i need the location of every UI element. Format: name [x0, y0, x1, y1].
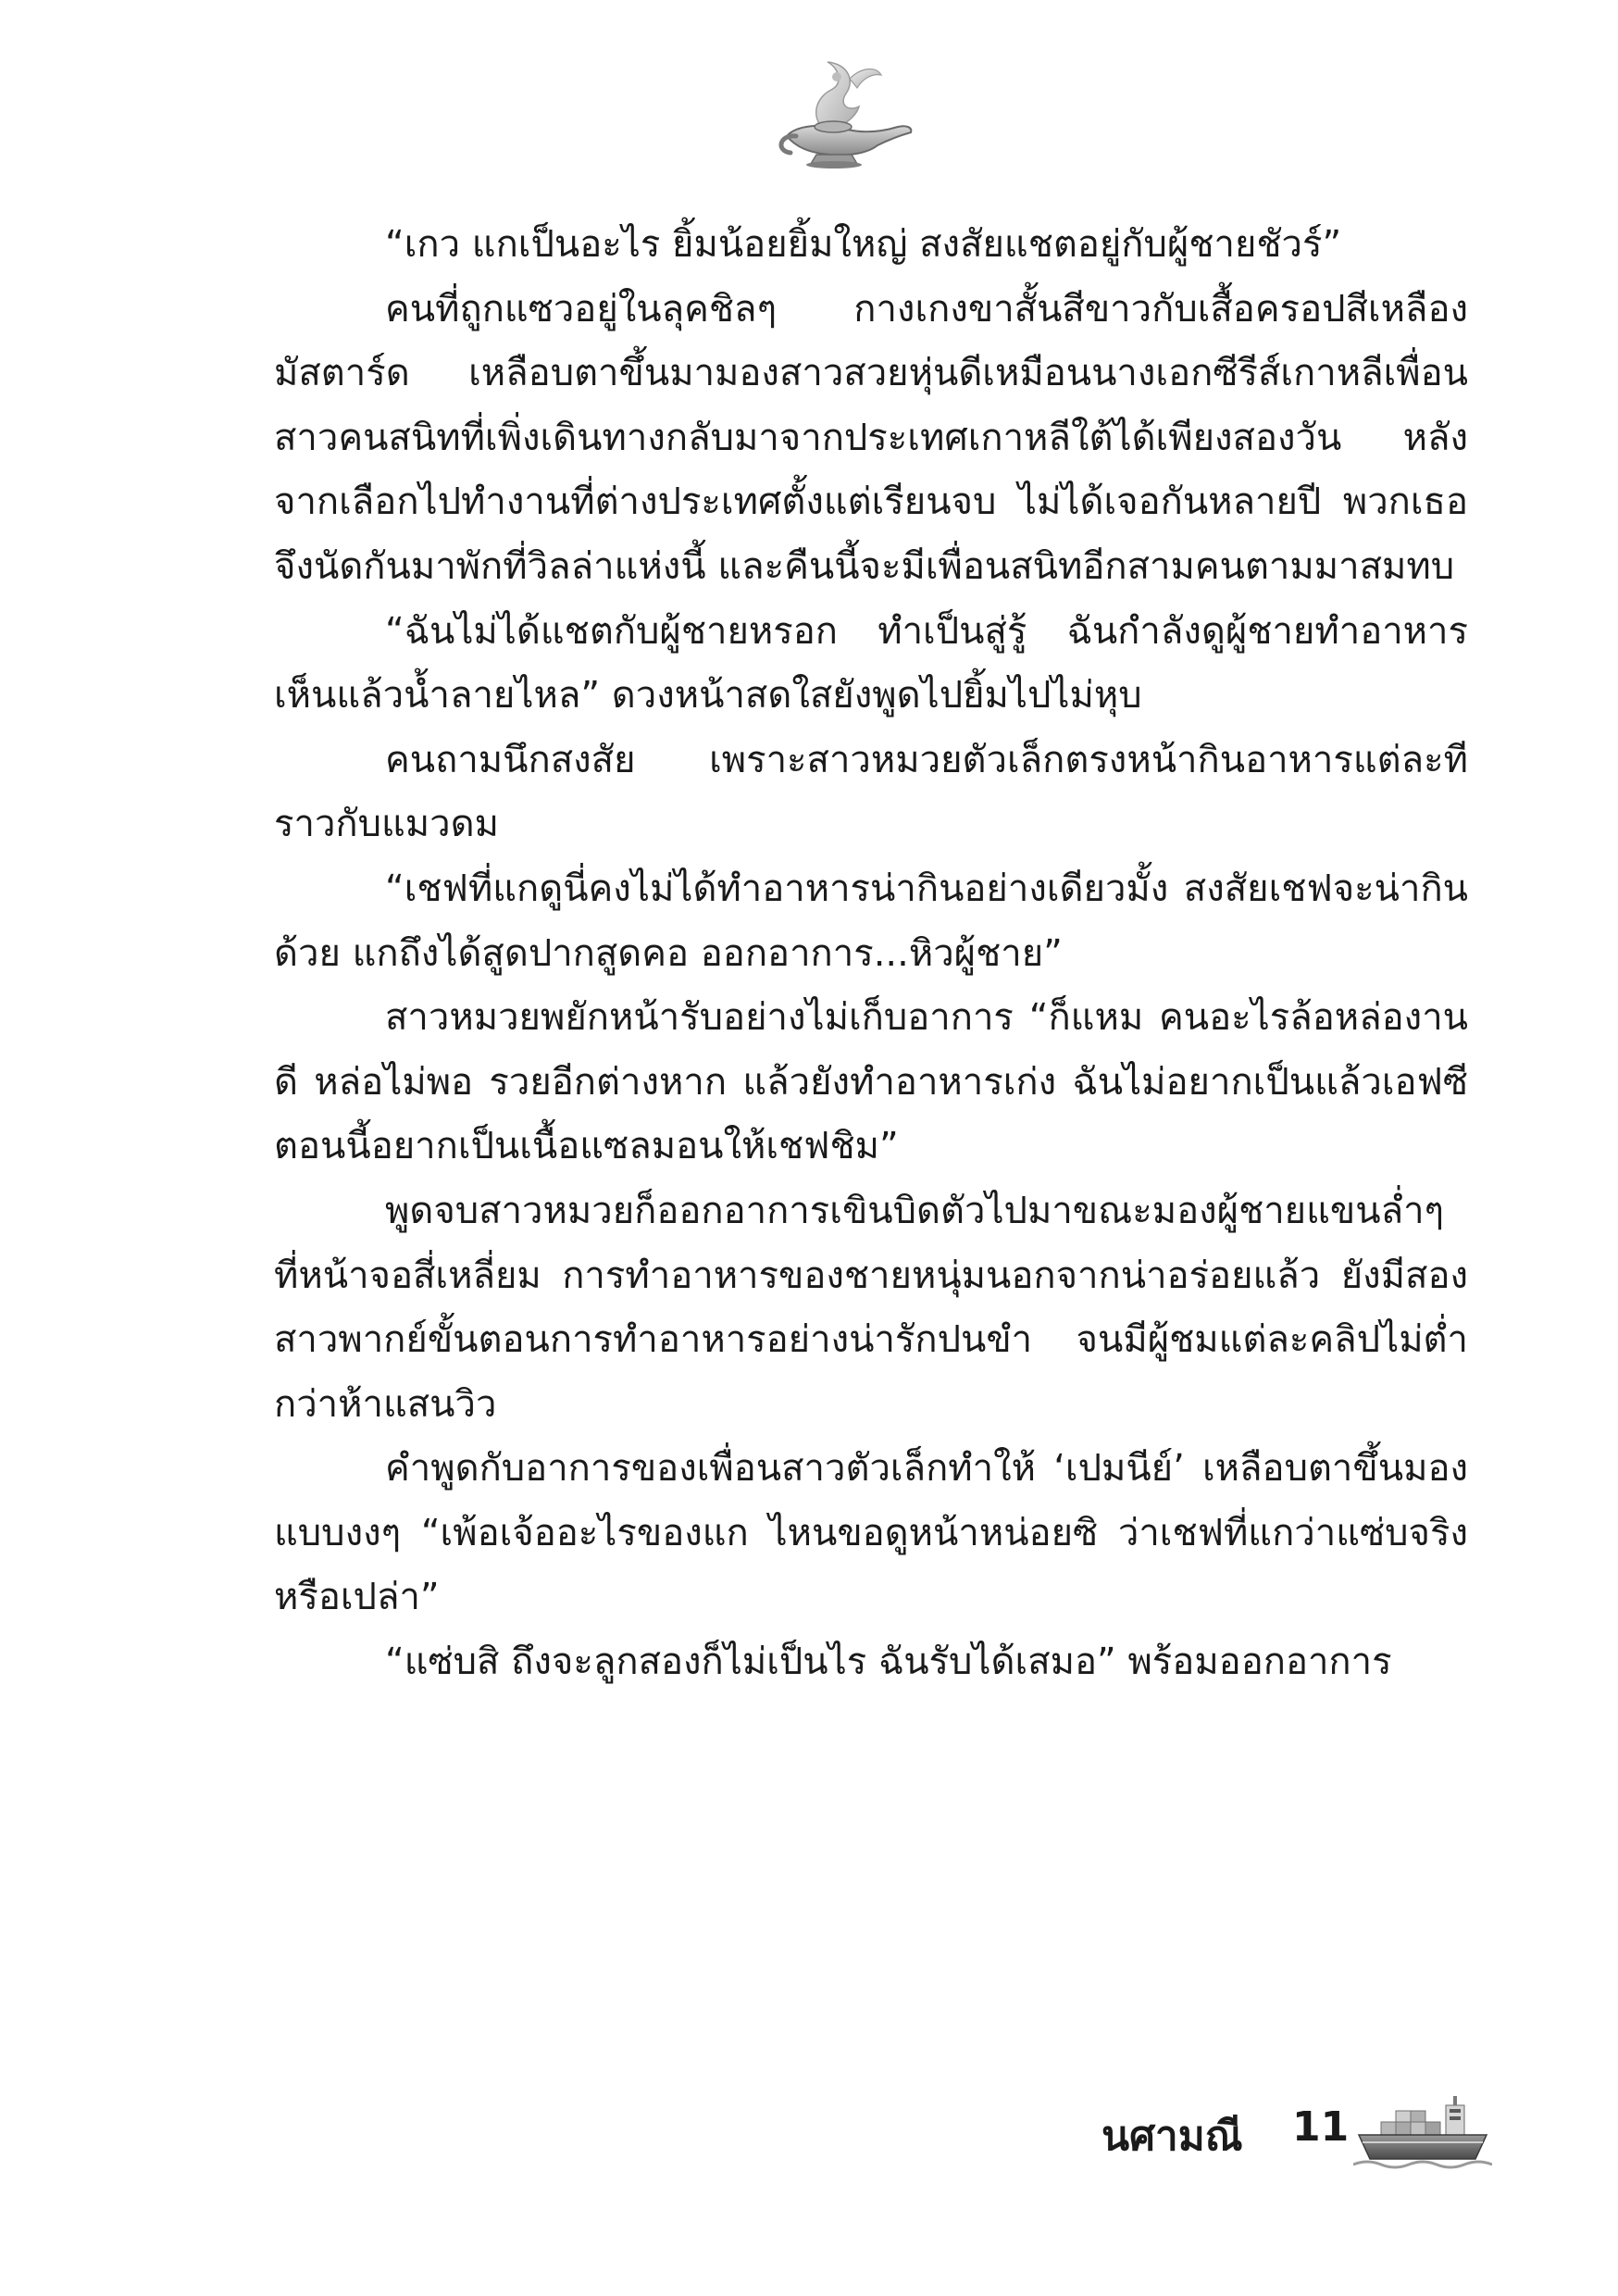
paragraph: “แซ่บสิ ถึงจะลูกสองก็ไม่เป็นไร ฉันรับได้เสมอ” พร้อมออกอาการ	[385, 1641, 1392, 1684]
paragraph: คนถามนึกสงสัย เพราะสาวหมวยตัวเล็กตรงหน้ากินอาหารแต่ละทีราวกับแมวดม	[274, 738, 1468, 846]
body-text	[274, 213, 1468, 1695]
page-footer	[1092, 2083, 1500, 2185]
paragraph: สาวหมวยพยักหน้ารับอย่างไม่เก็บอาการ “ก็แหม คนอะไรล้อหล่องานดี หล่อไม่พอ รวยอีกต่างหาก แล้วยังทำอาหารเก่ง ฉันไม่อยากเป็นแล้วเอฟซี ตอนนี้อยากเป็นเนื้อแซลมอนให้เชฟชิม”	[274, 996, 1468, 1168]
cargo-ship-icon	[1353, 2090, 1492, 2174]
paragraph: พูดจบสาวหมวยก็ออกอาการเขินบิดตัวไปมาขณะมองผู้ชายแขนล่ำๆ ที่หน้าจอสี่เหลี่ยม การทำอาหารของชายหนุ่มนอกจากน่าอร่อยแล้ว ยังมีสองสาวพากย์ขั้นตอนการทำอาหารอย่างน่ารักปนขำ จนมีผู้ชมแต่ละคลิปไม่ต่ำกว่าห้าแสนวิว	[274, 1189, 1468, 1426]
footer-author: นศามณี	[1101, 2113, 1243, 2160]
page-number: 11	[1292, 2103, 1350, 2151]
paragraph: คนที่ถูกแซวอยู่ในลุคชิลๆ กางเกงขาสั้นสีขาวกับเสื้อครอปสีเหลืองมัสตาร์ด เหลือบตาขึ้นมามองสาวสวยหุ่นดีเหมือนนางเอกซีรีส์เกาหลีเพื่อนสาวคนสนิทที่เพิ่งเดินทางกลับมาจากประเทศเกาหลีใต้ได้เพียงสองวัน หลังจากเลือกไปทำงานที่ต่างประเทศตั้งแต่เรียนจบ ไม่ได้เจอกันหลายปี พวกเธอจึงนัดกันมาพักที่วิลล่าแห่งนี้ และคืนนี้จะมีเพื่อนสนิทอีกสามคนตามมาสมทบ	[274, 287, 1468, 588]
genie-lamp-icon	[759, 51, 926, 171]
paragraph: “ฉันไม่ได้แชตกับผู้ชายหรอก ทำเป็นสู่รู้ ฉันกำลังดูผู้ชายทำอาหาร เห็นแล้วน้ำลายไหล” ดวงหน้าสดใสยังพูดไปยิ้มไปไม่หุบ	[274, 609, 1468, 718]
paragraph: คำพูดกับอาการของเพื่อนสาวตัวเล็กทำให้ ‘เปมนีย์’ เหลือบตาขึ้นมองแบบงงๆ “เพ้อเจ้ออะไรของแก ไหนขอดูหน้าหน่อยซิ ว่าเชฟที่แกว่าแซ่บจริงหรือเปล่า”	[274, 1447, 1468, 1619]
paragraph: “เชฟที่แกดูนี่คงไม่ได้ทำอาหารน่ากินอย่างเดียวมั้ง สงสัยเชฟจะน่ากินด้วย แกถึงได้สูดปากสูดคอ ออกอาการ...หิวผู้ชาย”	[274, 867, 1468, 975]
paragraph: “เกว แกเป็นอะไร ยิ้มน้อยยิ้มใหญ่ สงสัยแชตอยู่กับผู้ชายชัวร์”	[385, 223, 1342, 266]
